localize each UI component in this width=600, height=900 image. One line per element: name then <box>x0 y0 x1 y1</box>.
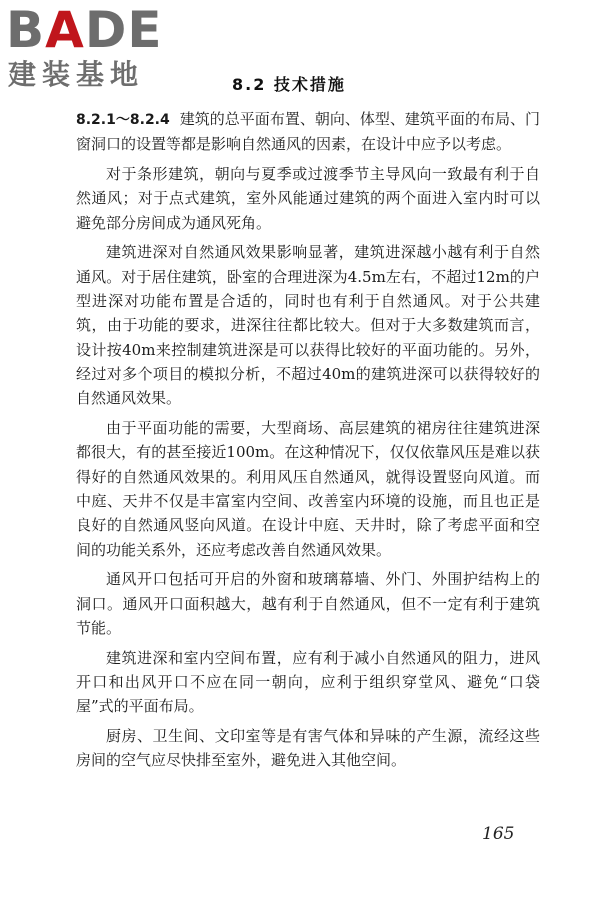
paragraph-exhaust: 厨房、卫生间、文印室等是有害气体和异味的产生源，流经这些房间的空气应尽快排至室外，避免进入其他空间。 <box>76 727 540 770</box>
section-title: 8.2 技术措施 <box>232 75 346 94</box>
paragraph-depth: 建筑进深对自然通风效果影响显著，建筑进深越小越有利于自然通风。对于居住建筑，卧室的合理进深为4.5m左右，不超过12m的户型进深对功能布置是合适的，同时也有利于自然通风。对于公共建筑，由于功能的要求，进深往往都比较大。但对于大多数建筑而言，设计按40m来控制建筑进深是可以获得比较好的平面功能的。另外，经过对多个项目的模拟分析，不超过40m的建筑进深可以获得较好的自然通风效果。 <box>76 243 540 408</box>
paragraph-layout: 建筑进深和室内空间布置，应有利于减小自然通风的阻力，进风开口和出风开口不应在同一朝向，应利于组织穿堂风、避免“口袋屋”式的平面布局。 <box>76 648 540 716</box>
logo-letters-de: DE <box>84 1 163 59</box>
logo-letter-a: A <box>45 1 85 59</box>
paragraph-openings: 通风开口包括可开启的外窗和玻璃幕墙、外门、外围护结构上的洞口。通风开口面积越大，越有利于自然通风，但不一定有利于建筑节能。 <box>76 570 540 637</box>
page-number: 165 <box>482 824 515 844</box>
paragraph-atrium: 由于平面功能的需要，大型商场、高层建筑的裙房往往建筑进深都很大，有的甚至接近100m。在这种情况下，仅仅依靠风压是难以获得好的自然通风效果的。利用风压自然通风，就得设置竖向风道。而中庭、天井不仅是丰富室内空间、改善室内环境的设施，而且也正是良好的自然通风竖向风道。在设计中庭、天井时，除了考虑平面和空间的功能关系外，还应考虑改善自然通风效果。 <box>76 419 540 559</box>
clause-paragraph <box>76 107 540 157</box>
clause-number: 8.2.1～8.2.4 <box>76 112 170 128</box>
body-text <box>76 107 540 773</box>
watermark-logo <box>6 2 186 98</box>
logo-wordmark <box>6 2 163 58</box>
logo-subtitle: 建装基地 <box>8 58 145 91</box>
logo-letter-b: B <box>6 1 46 59</box>
clause-lead-text: 建筑的总平面布置、朝向、体型、建筑平面的布局、门窗洞口的设置等都是影响自然通风的因素，在设计中应予以考虑。 <box>76 110 540 154</box>
paragraph-orientation: 对于条形建筑，朝向与夏季或过渡季节主导风向一致最有利于自然通风；对于点式建筑，室外风能通过建筑的两个面进入室内时可以避免部分房间成为通风死角。 <box>76 165 540 232</box>
